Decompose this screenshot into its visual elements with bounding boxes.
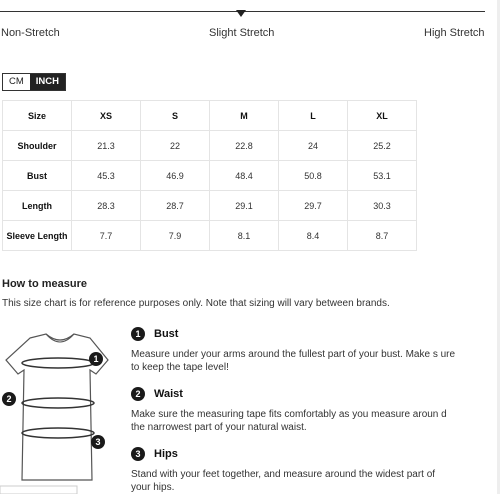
how-to-measure-title: How to measure xyxy=(2,278,87,290)
stretch-label-high: High Stretch xyxy=(424,27,485,39)
diagram-marker-hips: 3 xyxy=(91,435,105,449)
table-cell: 8.1 xyxy=(210,221,279,251)
table-cell: 50.8 xyxy=(279,161,348,191)
stretch-indicator-icon xyxy=(236,10,246,17)
table-cell: 28.3 xyxy=(72,191,141,221)
measure-step-bust xyxy=(131,327,456,374)
step-description: Measure under your arms around the fullest part of your bust. Make s ure to keep the tape level! xyxy=(131,349,456,373)
table-cell: 24 xyxy=(279,131,348,161)
table-cell: 53.1 xyxy=(348,161,417,191)
table-header-cell: M xyxy=(210,101,279,131)
table-cell: 30.3 xyxy=(348,191,417,221)
table-row xyxy=(3,161,417,191)
table-cell: 22 xyxy=(141,131,210,161)
diagram-marker-waist: 2 xyxy=(2,392,16,406)
table-cell: 7.7 xyxy=(72,221,141,251)
table-cell: 29.7 xyxy=(279,191,348,221)
row-label: Sleeve Length xyxy=(3,221,72,251)
table-header-row xyxy=(3,101,417,131)
row-label: Length xyxy=(3,191,72,221)
table-cell: 8.4 xyxy=(279,221,348,251)
stretch-label-slight: Slight Stretch xyxy=(209,27,275,39)
shirt-measure-diagram xyxy=(0,330,125,499)
table-cell: 25.2 xyxy=(348,131,417,161)
table-row xyxy=(3,131,417,161)
table-header-cell: Size xyxy=(3,101,72,131)
step-title: Bust xyxy=(154,328,179,340)
step-number-badge: 2 xyxy=(131,387,145,401)
table-cell: 28.7 xyxy=(141,191,210,221)
diagram-marker-bust: 1 xyxy=(89,352,103,366)
table-cell: 7.9 xyxy=(141,221,210,251)
row-label: Shoulder xyxy=(3,131,72,161)
step-title: Hips xyxy=(154,448,178,460)
step-number-badge: 1 xyxy=(131,327,145,341)
stretch-label-non: Non-Stretch xyxy=(1,27,60,39)
measure-step-hips xyxy=(131,447,456,494)
unit-inch-button[interactable]: INCH xyxy=(30,74,65,90)
row-label: Bust xyxy=(3,161,72,191)
table-cell: 8.7 xyxy=(348,221,417,251)
table-header-cell: S xyxy=(141,101,210,131)
step-number-badge: 3 xyxy=(131,447,145,461)
table-cell: 22.8 xyxy=(210,131,279,161)
table-row xyxy=(3,191,417,221)
size-table xyxy=(2,100,417,251)
table-row xyxy=(3,221,417,251)
table-cell: 45.3 xyxy=(72,161,141,191)
table-cell: 48.4 xyxy=(210,161,279,191)
step-description: Stand with your feet together, and measure around the widest part of your hips. xyxy=(131,469,436,493)
table-cell: 46.9 xyxy=(141,161,210,191)
step-description: Make sure the measuring tape fits comfortably as you measure aroun d the narrowest part of your natural waist. xyxy=(131,409,447,433)
size-chart-note: This size chart is for reference purposes only. Note that sizing will vary between brands. xyxy=(2,298,390,309)
table-header-cell: XL xyxy=(348,101,417,131)
table-header-cell: L xyxy=(279,101,348,131)
table-cell: 21.3 xyxy=(72,131,141,161)
measure-step-waist xyxy=(131,387,456,434)
unit-toggle xyxy=(2,73,66,91)
unit-cm-button[interactable]: CM xyxy=(9,76,24,87)
table-cell: 29.1 xyxy=(210,191,279,221)
table-header-cell: XS xyxy=(72,101,141,131)
step-title: Waist xyxy=(154,388,183,400)
